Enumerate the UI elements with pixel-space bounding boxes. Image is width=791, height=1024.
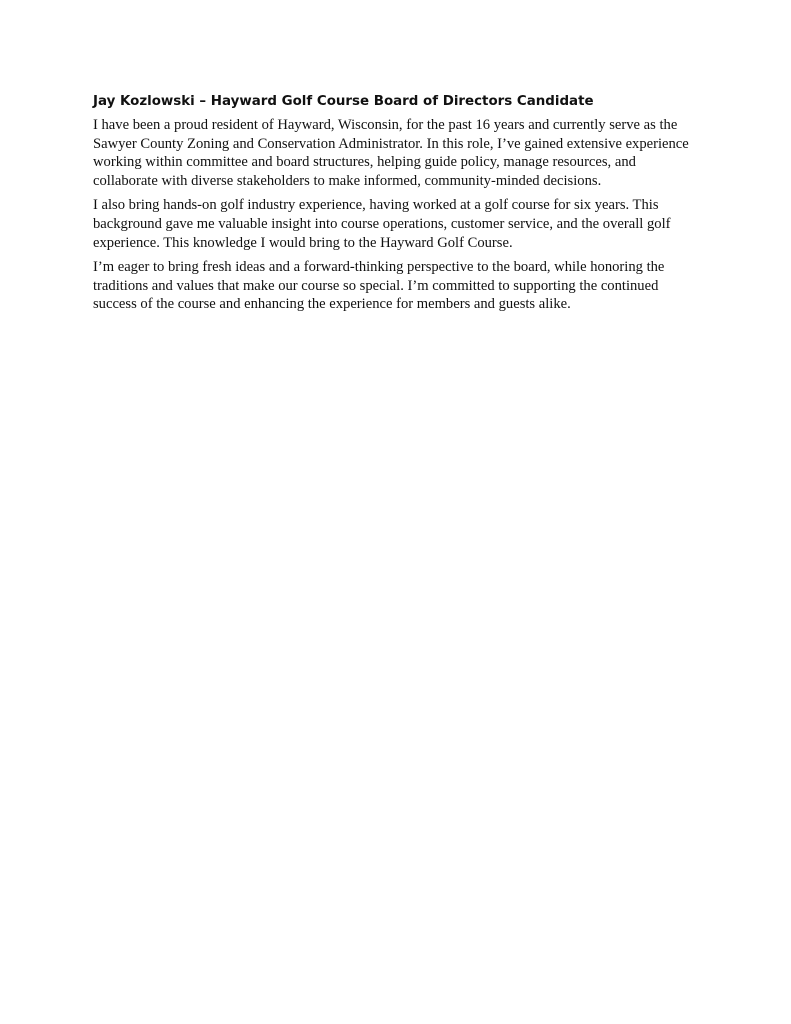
bio-paragraph-golf-experience: I also bring hands-on golf industry experience, having worked at a golf course for six years. This background gave me valuable insight into course operations, customer service, and the overall golf experience. This knowledge I would bring to the Hayward Golf Course. [93,197,671,251]
document-content [93,93,703,320]
document-title: Jay Kozlowski – Hayward Golf Course Board of Directors Candidate [93,94,594,109]
bio-paragraph-goals: I’m eager to bring fresh ideas and a forward-thinking perspective to the board, while honoring the traditions and values that make our course so special. I’m committed to supporting the continued success of the course and enhancing the experience for members and guests alike. [93,258,665,313]
bio-paragraph-residency: I have been a proud resident of Hayward, Wisconsin, for the past 16 years and currently serve as the Sawyer County Zoning and Conservation Administrator. In this role, I’ve gained extensive experience working within committee and board structures, helping guide policy, manage resources, and collaborate with diverse stakeholders to make informed, community-minded decisions. [93,117,689,190]
